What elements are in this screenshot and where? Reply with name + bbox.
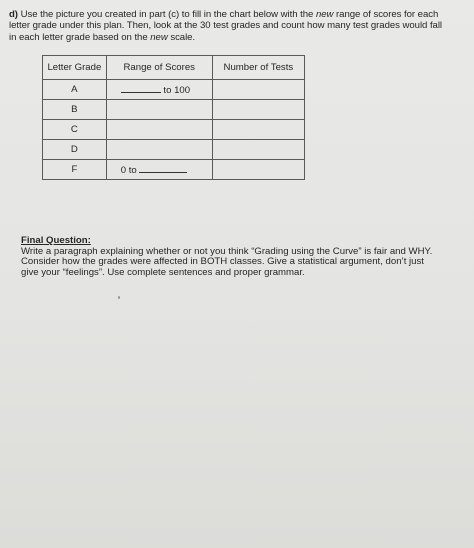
grade-cell: A <box>43 80 107 100</box>
part-d-instructions <box>9 9 449 43</box>
grade-cell: F <box>43 160 107 180</box>
final-question-heading: Final Question: <box>21 235 91 246</box>
part-d-text-2: range of scores for each letter grade under this plan. Then, look at the 30 test grades and count how many test grades would fall in each letter grade based on the <box>9 9 443 43</box>
final-question <box>21 236 441 278</box>
header-number-of-tests: Number of Tests <box>212 56 304 80</box>
range-suffix: to 100 <box>163 85 191 96</box>
pencil-mark <box>118 296 120 299</box>
final-question-body: Write a paragraph explaining whether or not you think “Grading using the Curve” is fair and WHY. Consider how the grades were affected in BOTH classes. Give a statistical argument, don’t just give your “feelings”. Use complete sentences and proper grammar. <box>21 245 433 278</box>
grade-cell: B <box>43 100 107 120</box>
count-cell[interactable] <box>212 160 304 180</box>
grade-cell: C <box>43 120 107 140</box>
part-d-em-2: new <box>150 31 168 43</box>
range-cell[interactable] <box>106 160 212 180</box>
range-cell[interactable] <box>106 140 212 160</box>
blank-line <box>121 83 161 93</box>
table-row <box>43 100 305 120</box>
table-row <box>43 120 305 140</box>
count-cell[interactable] <box>212 140 304 160</box>
grade-cell: D <box>43 140 107 160</box>
count-cell[interactable] <box>212 120 304 140</box>
part-d-text-1: Use the picture you created in part (c) to fill in the chart below with the <box>20 9 316 20</box>
part-d-em-1: new <box>315 9 334 20</box>
range-cell[interactable] <box>106 80 212 100</box>
table-row <box>43 80 305 100</box>
range-prefix: 0 to <box>120 165 137 176</box>
range-cell[interactable] <box>106 100 212 120</box>
table-header-row <box>43 56 305 80</box>
header-range-of-scores: Range of Scores <box>106 56 212 80</box>
count-cell[interactable] <box>212 100 304 120</box>
table-row <box>43 140 305 160</box>
table-row <box>43 160 305 180</box>
part-d-text-3: scale. <box>167 31 196 43</box>
count-cell[interactable] <box>212 80 304 100</box>
range-cell[interactable] <box>106 120 212 140</box>
letter-grade-table <box>42 55 305 180</box>
blank-line <box>139 163 187 173</box>
header-letter-grade: Letter Grade <box>43 56 107 80</box>
part-d-label: d) <box>9 9 18 20</box>
